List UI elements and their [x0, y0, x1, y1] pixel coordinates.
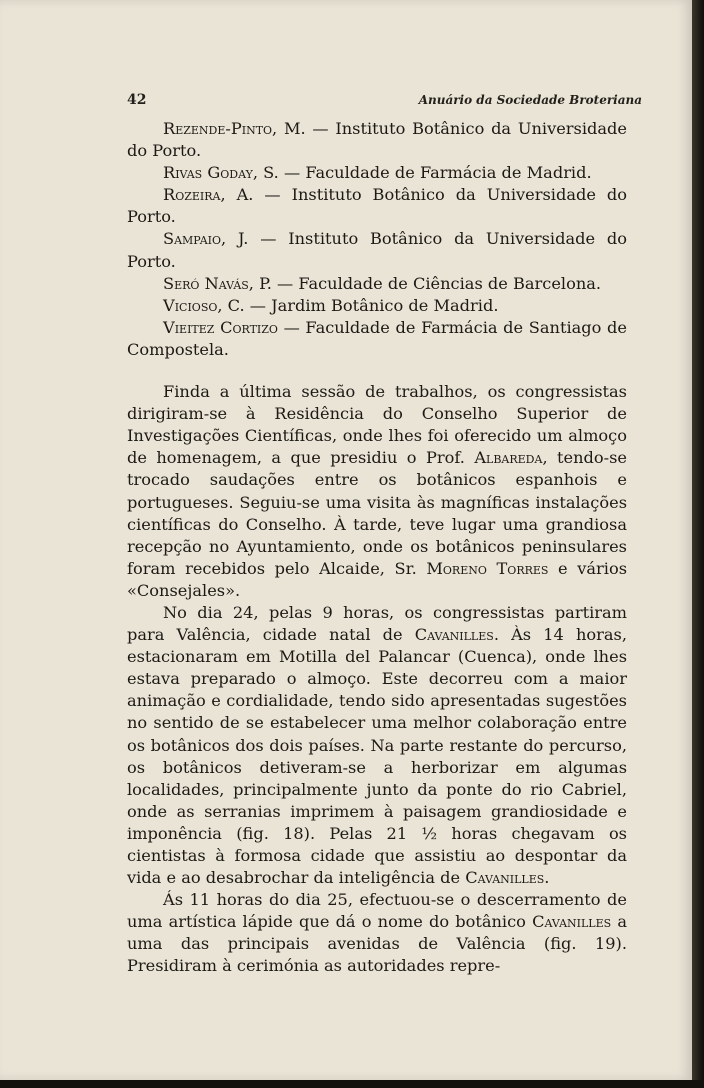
member-name: Rezende-Pinto, M. — [163, 119, 306, 138]
page-edge — [692, 0, 704, 1088]
member-entry — [127, 273, 627, 295]
member-name: Vieitez Cortizo — [163, 317, 278, 337]
member-affiliation: — Faculdade de Farmácia de Santiago de Compostela. — [127, 317, 627, 359]
member-name: Rozeira, A. — [163, 185, 254, 205]
paragraph-text: . — [544, 868, 550, 888]
member-affiliation: — Instituto Botânico da Universidade do Porto. — [127, 185, 628, 227]
member-affiliation: — Faculdade de Ciências de Barcelona. — [271, 273, 602, 293]
body-text — [127, 118, 627, 978]
member-entry — [127, 317, 627, 361]
member-name: Sampaio, J. — [163, 229, 249, 249]
member-affiliation: — Faculdade de Farmácia de Madrid. — [278, 163, 592, 183]
member-name: Rivas Goday, S. — [163, 163, 279, 183]
member-affiliation: — Instituto Botânico da Universidade do Porto. — [127, 119, 627, 161]
member-affiliation: — Instituto Botânico da Universidade do Porto. — [127, 229, 628, 271]
member-name: Vicioso, C. — [163, 295, 245, 315]
paragraph-text: . Às 14 horas, estacionaram em Motilla del Palancar (Cuenca), onde lhes estava preparado o almoço. Este decorreu com a maior animação e cordialidade, tendo sido apresentadas sugestões no sentido de se estabelecer uma melhor colaboração entre os botânicos dos dois países. Na parte restante do percurso, os botânicos detiveram-se a herborizar em algumas localidades, principalmente junto da ponte do rio Cabriel, onde as serranias imprimem à paisagem grandiosidade e imponência (fig. 18). Pelas 21 ½ horas chegavam os cientistas à formosa cidade que assistiu ao despontar da vida e ao desabrochar da inteligência de — [127, 625, 627, 888]
paragraph — [127, 602, 627, 889]
member-entry — [127, 184, 627, 228]
paragraph — [127, 381, 627, 602]
member-entry — [127, 118, 627, 162]
member-affiliation: — Jardim Botânico de Madrid. — [244, 295, 499, 315]
paragraph — [127, 889, 627, 977]
paragraph-text: Ás 11 horas do dia 25, efectuou-se o descerramento de uma artística lápide que dá o nome do botânico — [127, 890, 627, 932]
page-bottom-edge — [0, 1080, 704, 1088]
page-header — [127, 92, 642, 108]
person-name: Cavanilles — [532, 912, 612, 932]
person-name: Albareda — [474, 448, 543, 468]
paragraph-text: , tendo-se trocado saudações entre os botânicos espanhois e portugueses. Seguiu-se uma visita às magníficas instalações científicas do Conselho. À tarde, teve lugar uma grandiosa recepção no Ayuntamiento, onde os botânicos peninsulares foram recebidos pelo Alcaide, Sr. — [127, 448, 627, 578]
person-name: Moreno Torres — [426, 558, 549, 578]
member-entry — [127, 295, 627, 317]
member-entry — [127, 228, 627, 272]
member-entry — [127, 162, 627, 184]
paragraph-text: No dia 24, pelas 9 horas, os congressistas partiram para Valência, cidade natal de — [127, 602, 627, 645]
paragraph-text: Finda a última sessão de trabalhos, os congressistas dirigiram-se à Residência do Conselho Superior de Investigações Científicas, onde lhes foi oferecido um almoço de homenagem, a que presidiu o Prof. — [127, 382, 627, 468]
person-name: Cavanilles — [465, 868, 545, 888]
paragraph-text: a uma das principais avenidas de Valência (fig. 19). Presidiram à cerimónia as autoridades repre- — [127, 912, 627, 976]
member-name: Seró Navás, P. — [163, 273, 272, 293]
person-name: Cavanilles — [414, 625, 494, 645]
running-title: Anuário da Sociedade Broteriana — [418, 93, 642, 107]
paragraph-text: e vários «Consejales». — [127, 558, 628, 600]
page-number: 42 — [127, 92, 147, 108]
